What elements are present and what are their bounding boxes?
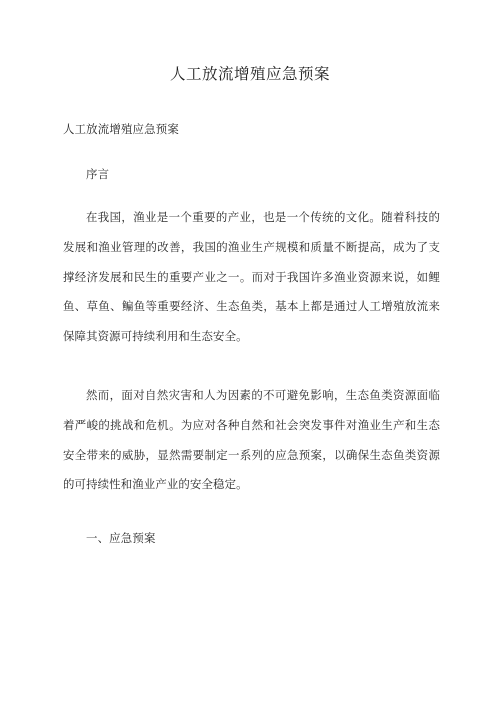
paragraph-1: 在我国，渔业是一个重要的产业，也是一个传统的文化。随着科技的发展和渔业管理的改善，我国的渔业生产规模和质量不断提高，成为了支撑经济发展和民生的重要产业之一。而对于我国许多渔业资源来说，如鲤鱼、草鱼、鳊鱼等重要经济、生态鱼类，基本上都是通过人工增殖放流来保障其资源可持续利用和生态安全。 (63, 210, 440, 344)
preface-heading: 序言 (86, 167, 110, 181)
section-1-heading: 一、应急预案 (86, 531, 156, 545)
document-title: 人工放流增殖应急预案 (169, 65, 330, 83)
paragraph-2: 然而，面对自然灾害和人为因素的不可避免影响，生态鱼类资源面临着严峻的挑战和危机。为应对各种自然和社会突发事件对渔业生产和生态安全带来的威胁，显然需要制定一系列的应急预案，以确保生态鱼类资源的可持续性和渔业产业的安全稳定。 (63, 388, 440, 492)
document-subtitle: 人工放流增殖应急预案 (63, 122, 179, 136)
